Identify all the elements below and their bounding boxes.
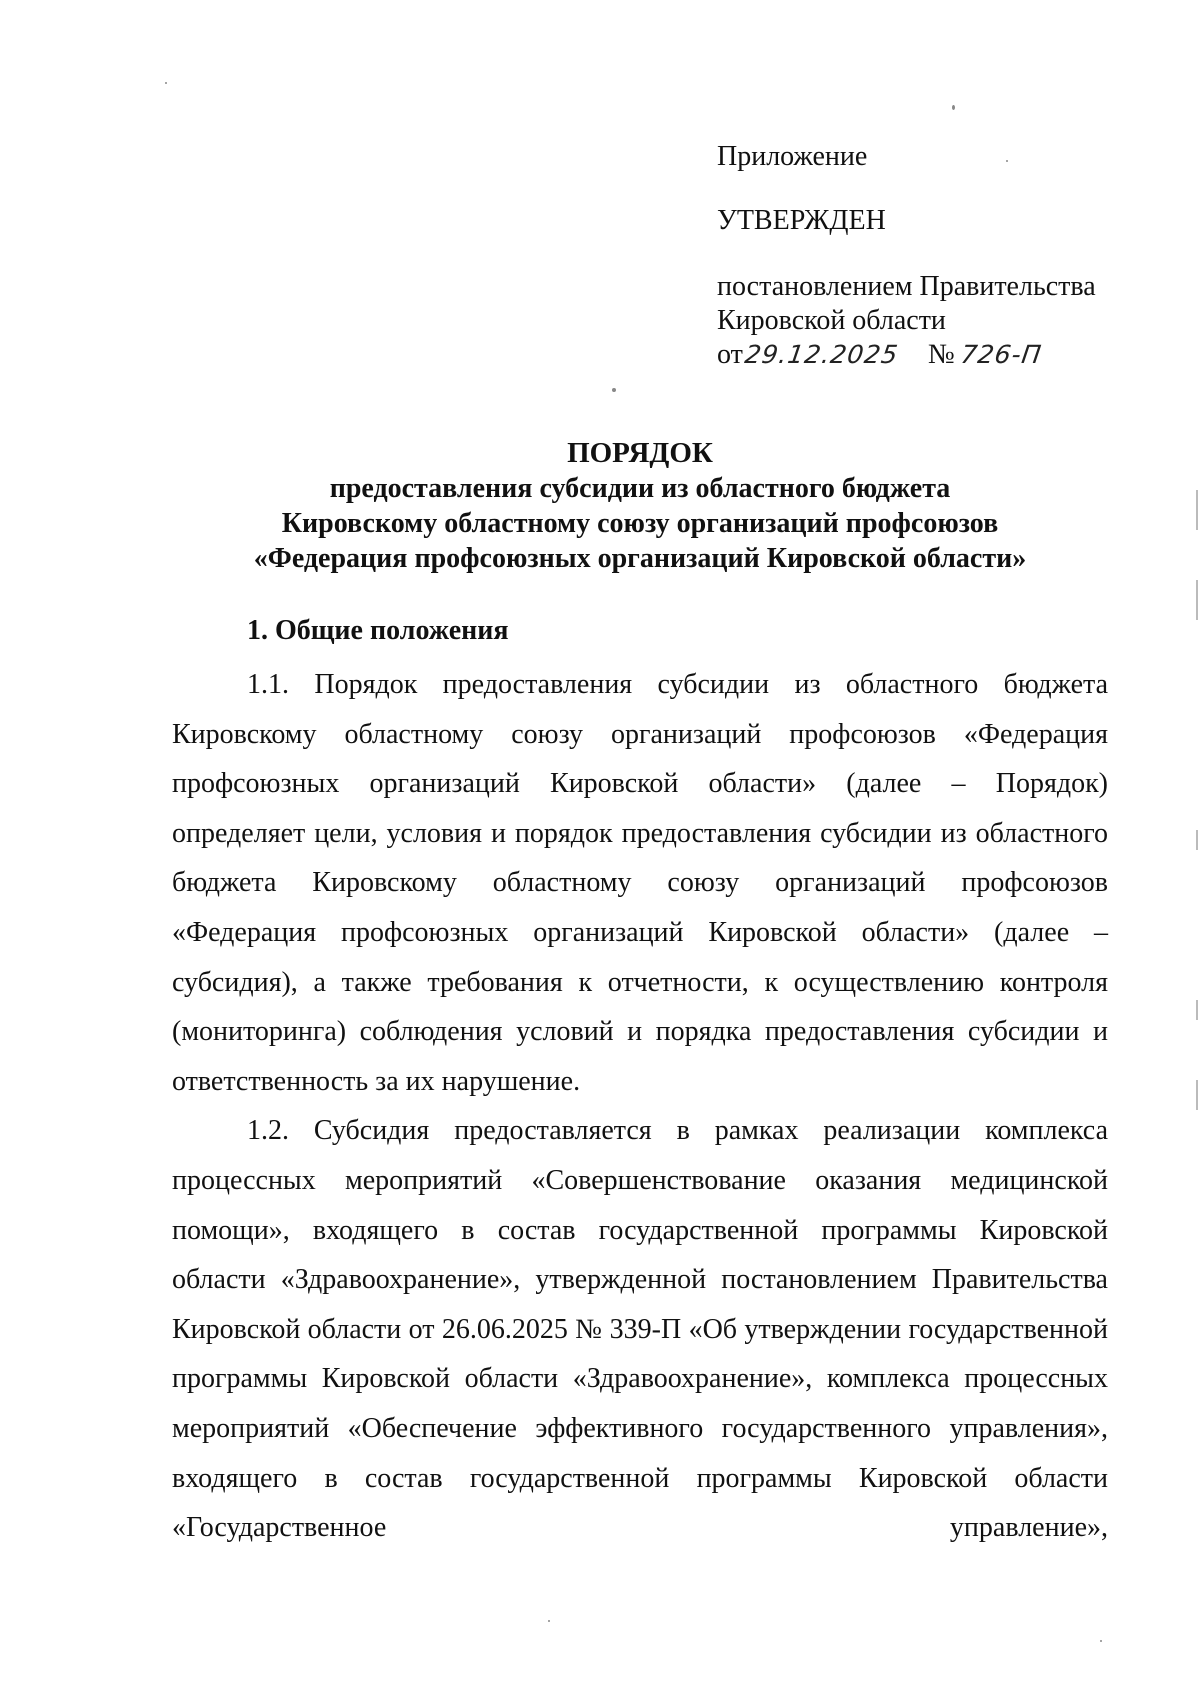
number-label: № <box>928 339 955 370</box>
scan-speck <box>548 1620 550 1622</box>
paragraph-1-1: 1.1. Порядок предоставления субсидии из областного бюджета Кировскому областному союзу организаций профсоюзов «Федерация профсоюзных организаций Кировской области» (далее – Порядок) определяет цели, условия и порядок предоставления субсидии из областного бюджета Кировскому областному союзу организаций профсоюзов «Федерация профсоюзных организаций Кировской области» (далее – субсидия), а также требования к отчетности, к осуществлению контроля (мониторинга) соблюдения условий и порядка предоставления субсидии и ответственность за их нарушение. <box>172 669 1108 1097</box>
scan-edge-mark <box>1196 1080 1198 1110</box>
scan-edge-mark <box>1196 490 1198 530</box>
date-prefix: от <box>717 339 743 370</box>
document-title <box>150 436 1130 576</box>
approved-label: УТВЕРЖДЕН <box>717 205 886 236</box>
scan-speck <box>165 82 167 84</box>
scan-speck <box>1100 1640 1102 1642</box>
scan-edge-mark <box>1196 580 1198 620</box>
title-line-2: Кировскому областному союзу организаций профсоюзов <box>281 508 999 539</box>
decree-line-1: постановлением Правительства <box>717 271 1096 302</box>
appendix-label: Приложение <box>717 141 868 172</box>
scan-speck <box>612 388 616 392</box>
section-heading: 1. Общие положения <box>247 615 509 646</box>
scan-edge-mark <box>1196 830 1198 850</box>
approval-block <box>717 140 1137 372</box>
decree-reference <box>717 270 1137 372</box>
handwritten-number: 726-П <box>958 340 1044 369</box>
scan-edge-mark <box>1196 1000 1198 1020</box>
title-line-3: «Федерация профсоюзных организаций Кировской области» <box>253 543 1027 574</box>
scan-speck <box>1006 160 1008 162</box>
document-body <box>172 660 1108 1553</box>
paragraph-1-2: 1.2. Субсидия предоставляется в рамках реализации комплекса процессных мероприятий «Совершенствование оказания медицинской помощи», входящего в состав государственной программы Кировской области «Здравоохранение», утвержденной постановлением Правительства Кировской области от 26.06.2025 № 339-П «Об утверждении государственной программы Кировской области «Здравоохранение», комплекса процессных мероприятий «Обеспечение эффективного государственного управления», входящего в состав государственной программы Кировской области «Государственное управление», <box>172 1115 1108 1544</box>
decree-date-number <box>717 338 1137 372</box>
decree-line-2: Кировской области <box>717 305 946 336</box>
scan-speck <box>952 105 955 110</box>
title-line-1: предоставления субсидии из областного бюджета <box>329 473 951 504</box>
title-main: ПОРЯДОК <box>567 437 713 469</box>
handwritten-date: 29.12.2025 <box>742 340 901 369</box>
